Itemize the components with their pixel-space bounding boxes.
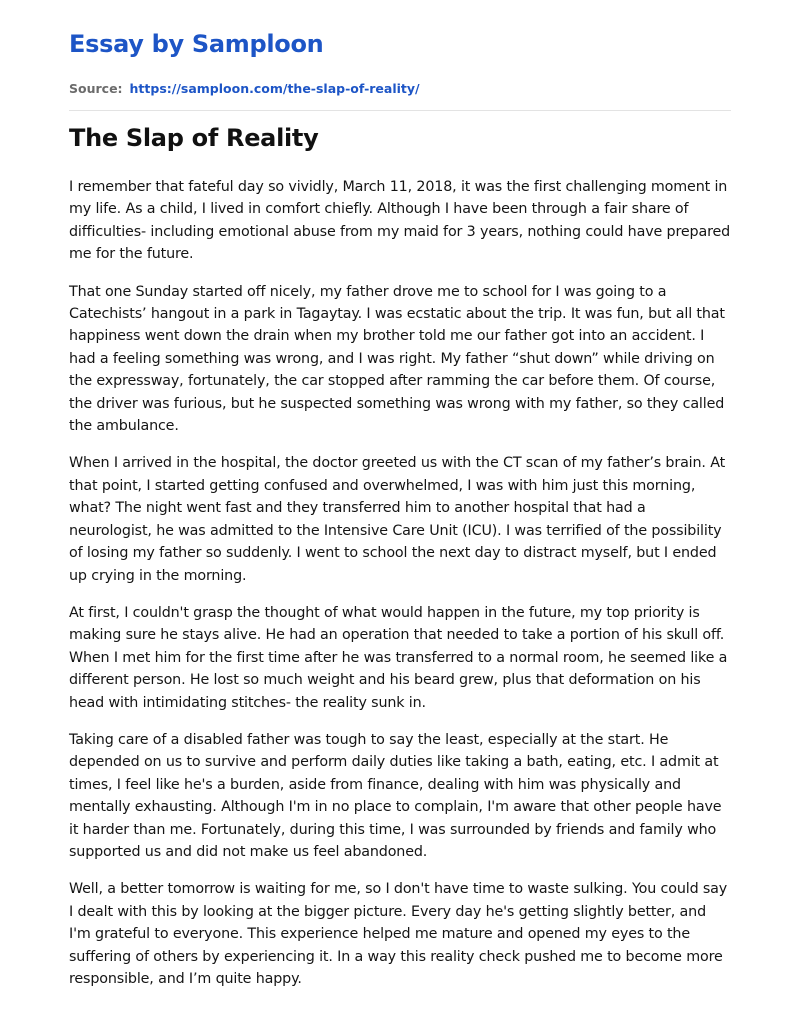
essay-body <box>69 176 731 1005</box>
essay-paragraph: Well, a better tomorrow is waiting for me, so I don't have time to waste sulking. You could say I dealt with this by looking at the bigger picture. Every day he's getting slightly better, and I'm grateful to everyone. This experience helped me mature and opened my eyes to the suffering of others by experiencing it. In a way this reality check pushed me to become more responsible, and I’m quite happy. <box>69 881 728 987</box>
essay-paragraph: At first, I couldn't grasp the thought of what would happen in the future, my top priority is making sure he stays alive. He had an operation that needed to take a portion of his skull off. When I met him for the first time after he was transferred to a normal room, he seemed like a different person. He lost so much weight and his beard grew, plus that deformation on his head with intimidating stitches- the reality sunk in. <box>69 604 728 711</box>
site-brand[interactable]: Essay by Samploon <box>69 30 324 58</box>
essay-paragraph: Taking care of a disabled father was tough to say the least, especially at the start. He depended on us to survive and perform daily duties like taking a bath, eating, etc. I admit at times, I feel like he's a burden, aside from finance, dealing with him was physically and mentally exhausting. Although I'm in no place to complain, I'm aware that other people have it harder than me. Fortunately, during this time, I was surrounded by friends and family who supported us and did not make us feel abandoned. <box>69 731 722 860</box>
source-line <box>69 80 420 97</box>
essay-paragraph: I remember that fateful day so vividly, March 11, 2018, it was the first challenging moment in my life. As a child, I lived in comfort chiefly. Although I have been through a fair share of difficulties- including emotional abuse from my maid for 3 years, nothing could have prepared me for the future. <box>69 179 731 263</box>
source-link[interactable]: https://samploon.com/the-slap-of-reality/ <box>129 81 420 96</box>
essay-paragraph: When I arrived in the hospital, the doctor greeted us with the CT scan of my father’s brain. At that point, I started getting confused and overwhelmed, I was with him just this morning, what? The night went fast and they transferred him to another hospital that had a neurologist, he was admitted to the Intensive Care Unit (ICU). I was terrified of the possibility of losing my father so suddenly. I went to school the next day to distract myself, but I ended up crying in the morning. <box>69 455 726 584</box>
header-divider <box>69 110 731 111</box>
essay-title: The Slap of Reality <box>69 124 319 152</box>
essay-paragraph: That one Sunday started off nicely, my father drove me to school for I was going to a Catechists’ hangout in a park in Tagaytay. I was ecstatic about the trip. It was fun, but all that happiness went down the drain when my brother told me our father got into an accident. I had a feeling something was wrong, and I was right. My father “shut down” while driving on the expressway, fortunately, the car stopped after ramming the car before them. Of course, the driver was furious, but he suspected something was wrong with my father, so they called the ambulance. <box>69 283 725 435</box>
source-label: Source: <box>69 81 123 96</box>
